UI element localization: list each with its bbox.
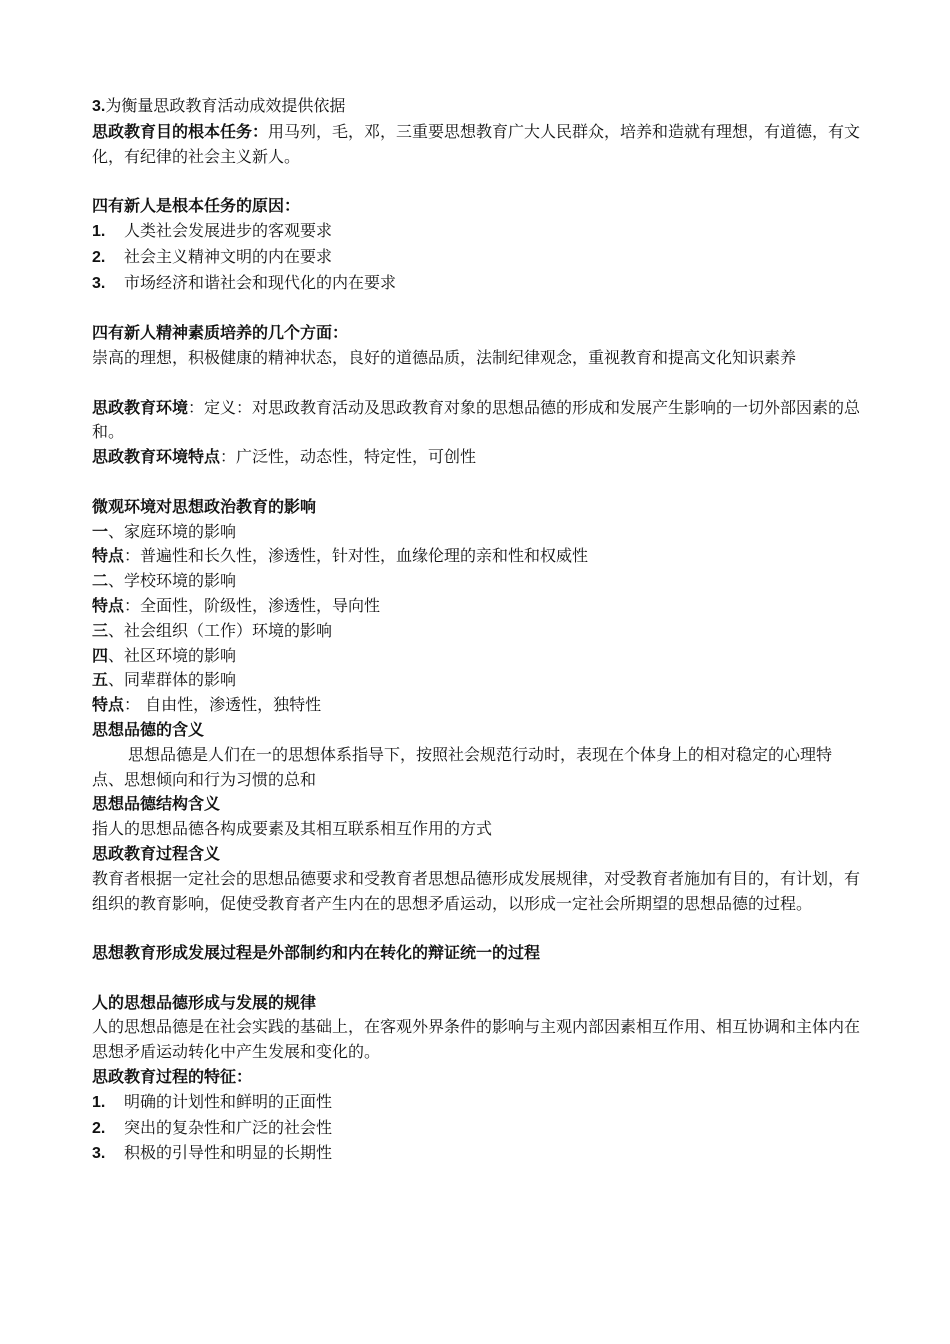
- list-item: 3. 市场经济和谐社会和现代化的内在要求: [92, 272, 397, 292]
- peer-features: 特点： 自由性，渗透性，独特性: [92, 695, 322, 715]
- list-item: 1. 人类社会发展进步的客观要求: [92, 220, 333, 240]
- family-environment: 一、家庭环境的影响: [92, 521, 237, 541]
- micro-environment-heading: 微观环境对思想政治教育的影响: [92, 496, 317, 516]
- dialectical-process-heading: 思想教育形成发展过程是外部制约和内在转化的辩证统一的过程: [92, 943, 541, 963]
- moral-structure-text: 指人的思想品德各构成要素及其相互联系相互作用的方式: [92, 819, 493, 839]
- spirit-quality-text: 崇高的理想，积极健康的精神状态，良好的道德品质，法制纪律观念，重视教育和提高文化知识素养: [92, 347, 797, 367]
- list-item: 3. 积极的引导性和明显的长期性: [92, 1143, 333, 1163]
- spirit-quality-heading: 四有新人精神素质培养的几个方面：: [92, 323, 349, 343]
- list-item: 2. 突出的复杂性和广泛的社会性: [92, 1117, 333, 1137]
- school-features: 特点：全面性，阶级性，渗透性，导向性: [92, 595, 381, 615]
- process-meaning-heading: 思政教育过程含义: [92, 843, 221, 863]
- purpose-item-3: 3.为衡量思政教育活动成效提供依据: [92, 96, 346, 115]
- social-org-environment: 三、社会组织（工作）环境的影响: [92, 620, 333, 640]
- peer-environment: 五、同辈群体的影响: [92, 670, 237, 690]
- school-environment: 二、学校环境的影响: [92, 571, 237, 591]
- moral-meaning-heading: 思想品德的含义: [92, 719, 205, 739]
- list-item: 2. 社会主义精神文明的内在要求: [92, 246, 333, 266]
- fundamental-task-paragraph: 思政教育目的根本任务：用马列，毛，邓，三重要思想教育广大人民群众，培养和造就有理想，有道德，有文化，有纪律的社会主义新人。: [92, 121, 861, 166]
- formation-law-heading: 人的思想品德形成与发展的规律: [92, 992, 317, 1012]
- document-body: [92, 94, 862, 1167]
- four-new-reason-heading: 四有新人是根本任务的原因：: [92, 196, 301, 216]
- list-item: 1. 明确的计划性和鲜明的正面性: [92, 1091, 333, 1111]
- environment-features: 思政教育环境特点：广泛性，动态性，特定性，可创性: [92, 447, 477, 467]
- moral-meaning-text: 思想品德是人们在一的思想体系指导下，按照社会规范行动时，表现在个体身上的相对稳定的心理特点、思想倾向和行为习惯的总和: [92, 744, 833, 789]
- family-features: 特点：普遍性和长久性，渗透性，针对性，血缘伦理的亲和性和权威性: [92, 546, 589, 566]
- process-features-heading: 思政教育过程的特征：: [92, 1067, 253, 1087]
- environment-definition: 思政教育环境：定义：对思政教育活动及思政教育对象的思想品德的形成和发展产生影响的一切外部因素的总和。: [92, 397, 861, 442]
- formation-law-text: 人的思想品德是在社会实践的基础上，在客观外界条件的影响与主观内部因素相互作用、相互协调和主体内在思想矛盾运动转化中产生发展和变化的。: [92, 1017, 861, 1062]
- moral-structure-heading: 思想品德结构含义: [92, 794, 221, 814]
- fundamental-task-label: 思政教育目的根本任务：: [92, 121, 269, 141]
- community-environment: 四、社区环境的影响: [92, 645, 237, 665]
- process-meaning-text: 教育者根据一定社会的思想品德要求和受教育者思想品德形成发展规律，对受教育者施加有目的，有计划，有组织的教育影响，促使受教育者产生内在的思想矛盾运动，以形成一定社会所期望的思想品德的过程。: [92, 868, 861, 913]
